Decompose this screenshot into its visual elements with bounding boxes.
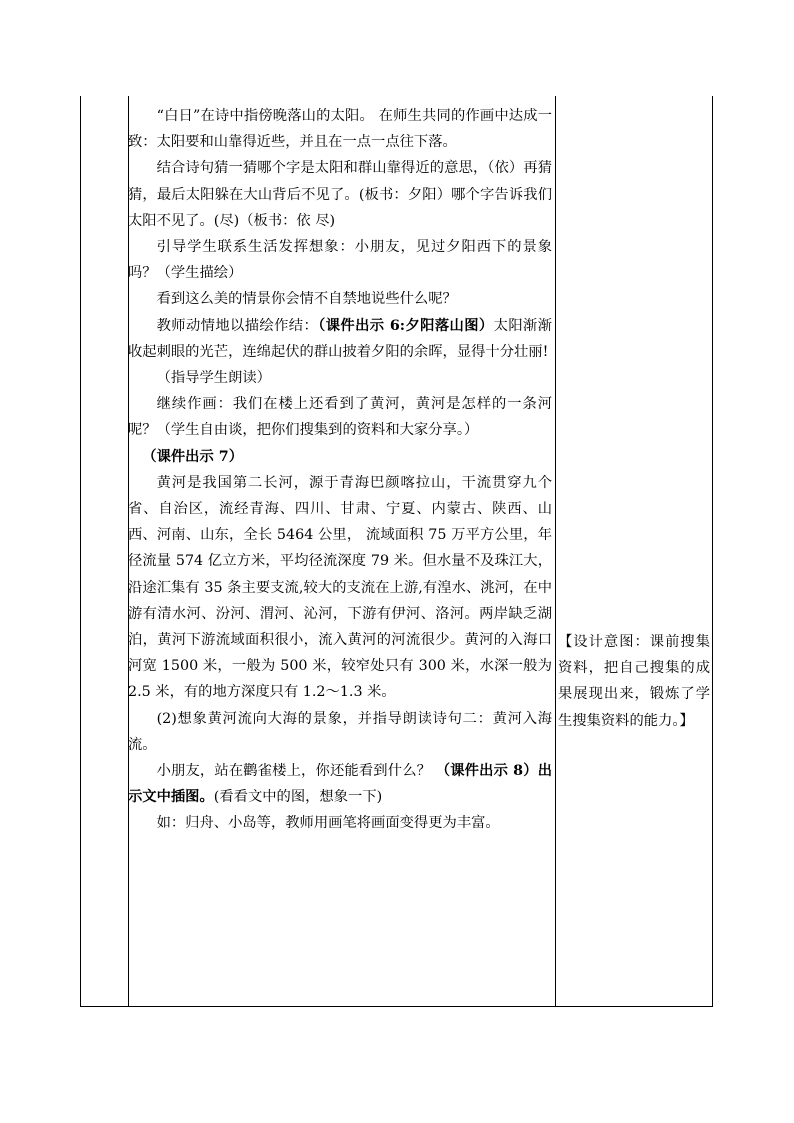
paragraph-bairi: “白日”在诗中指傍晚落山的太阳。 在师生共同的作画中达成一致：太阳要和山靠得近些，并且在一点一点往下落。 <box>128 108 552 151</box>
paragraph-river-to-sea: (2)想象黄河流向大海的景象，并指导朗读诗句二：黄河入海流。 <box>128 710 552 753</box>
design-intent-note: 【设计意图：课前搜集资料，把自己搜集的成果展现出来，锻炼了学生搜集资料的能力。】 <box>558 634 710 729</box>
courseware-6-label: （课件出示 6:夕阳落山图） <box>318 317 494 334</box>
paragraph-enrich-picture: 如：归舟、小岛等，教师用画笔将画面变得更为丰富。 <box>156 815 500 832</box>
paragraph-imagine-sunset: 引导学生联系生活发挥想象：小朋友，见过夕阳西下的景象吗？（学生描绘） <box>128 239 552 282</box>
paragraph-guide-reading: （指导学生朗读） <box>156 370 271 387</box>
paragraph-yellow-river-facts: 黄河是我国第二长河，源于青海巴颜喀拉山，干流贯穿九个省、自治区，流经青海、四川、甘肃、宁夏、内蒙古、陕西、山西、河南、山东，全长 5464 公里， 流域面积 75 万平方公里，年径流量 574 亿立方米，平均径流深度 79 米。但水量不及珠江大，沿途汇集有 35 条主要支流,较大的支流在上游,有湟水、洮河，在中游有清水河、汾河、渭河、沁河，下游有伊河、洛河。两岸缺乏湖泊，黄河下游流域面积很小，流入黄河的河流很少。黄河的入海口河宽 1500 米，一般为 500 米，较窄处只有 300 米，水深一般为 2.5 米，有的地方深度只有 1.2～1.3 米。 <box>128 474 552 701</box>
paragraph-continue-drawing: 继续作画：我们在楼上还看到了黄河，黄河是怎样的一条河呢？（学生自由谈，把你们搜集到的资料和大家分享。） <box>128 396 552 439</box>
table-border-right <box>712 96 713 1007</box>
design-intent-cell <box>558 629 710 734</box>
paragraph-what-say: 看到这么美的情景你会情不自禁地说些什么呢？ <box>156 291 457 308</box>
courseware-8-label: （课件出示 8）出示文中插图。 <box>128 763 552 806</box>
paragraph-what-else-see: 小朋友，站在鹳雀楼上，你还能看到什么？ （课件出示 8）出示文中插图。(看看文中的图，想象一下) <box>128 763 552 806</box>
paragraph-guess-word: 结合诗句猜一猜哪个字是太阳和群山靠得近的意思，（依）再猜猜，最后太阳躲在大山背后不见了。(板书：夕阳）哪个字告诉我们太阳不见了。(尽)（板书：依 尽) <box>128 160 552 229</box>
table-border-col2 <box>555 96 556 1007</box>
lesson-content-cell <box>128 103 552 837</box>
paragraph-teacher-summary: 教师动情地以描绘作结：（课件出示 6:夕阳落山图）太阳渐渐收起刺眼的光芒，连绵起伏的群山披着夕阳的余晖，显得十分壮丽! <box>128 317 552 360</box>
courseware-7-label: （课件出示 7） <box>142 448 244 465</box>
table-border-bottom <box>80 1006 713 1007</box>
table-border-left <box>80 96 81 1007</box>
